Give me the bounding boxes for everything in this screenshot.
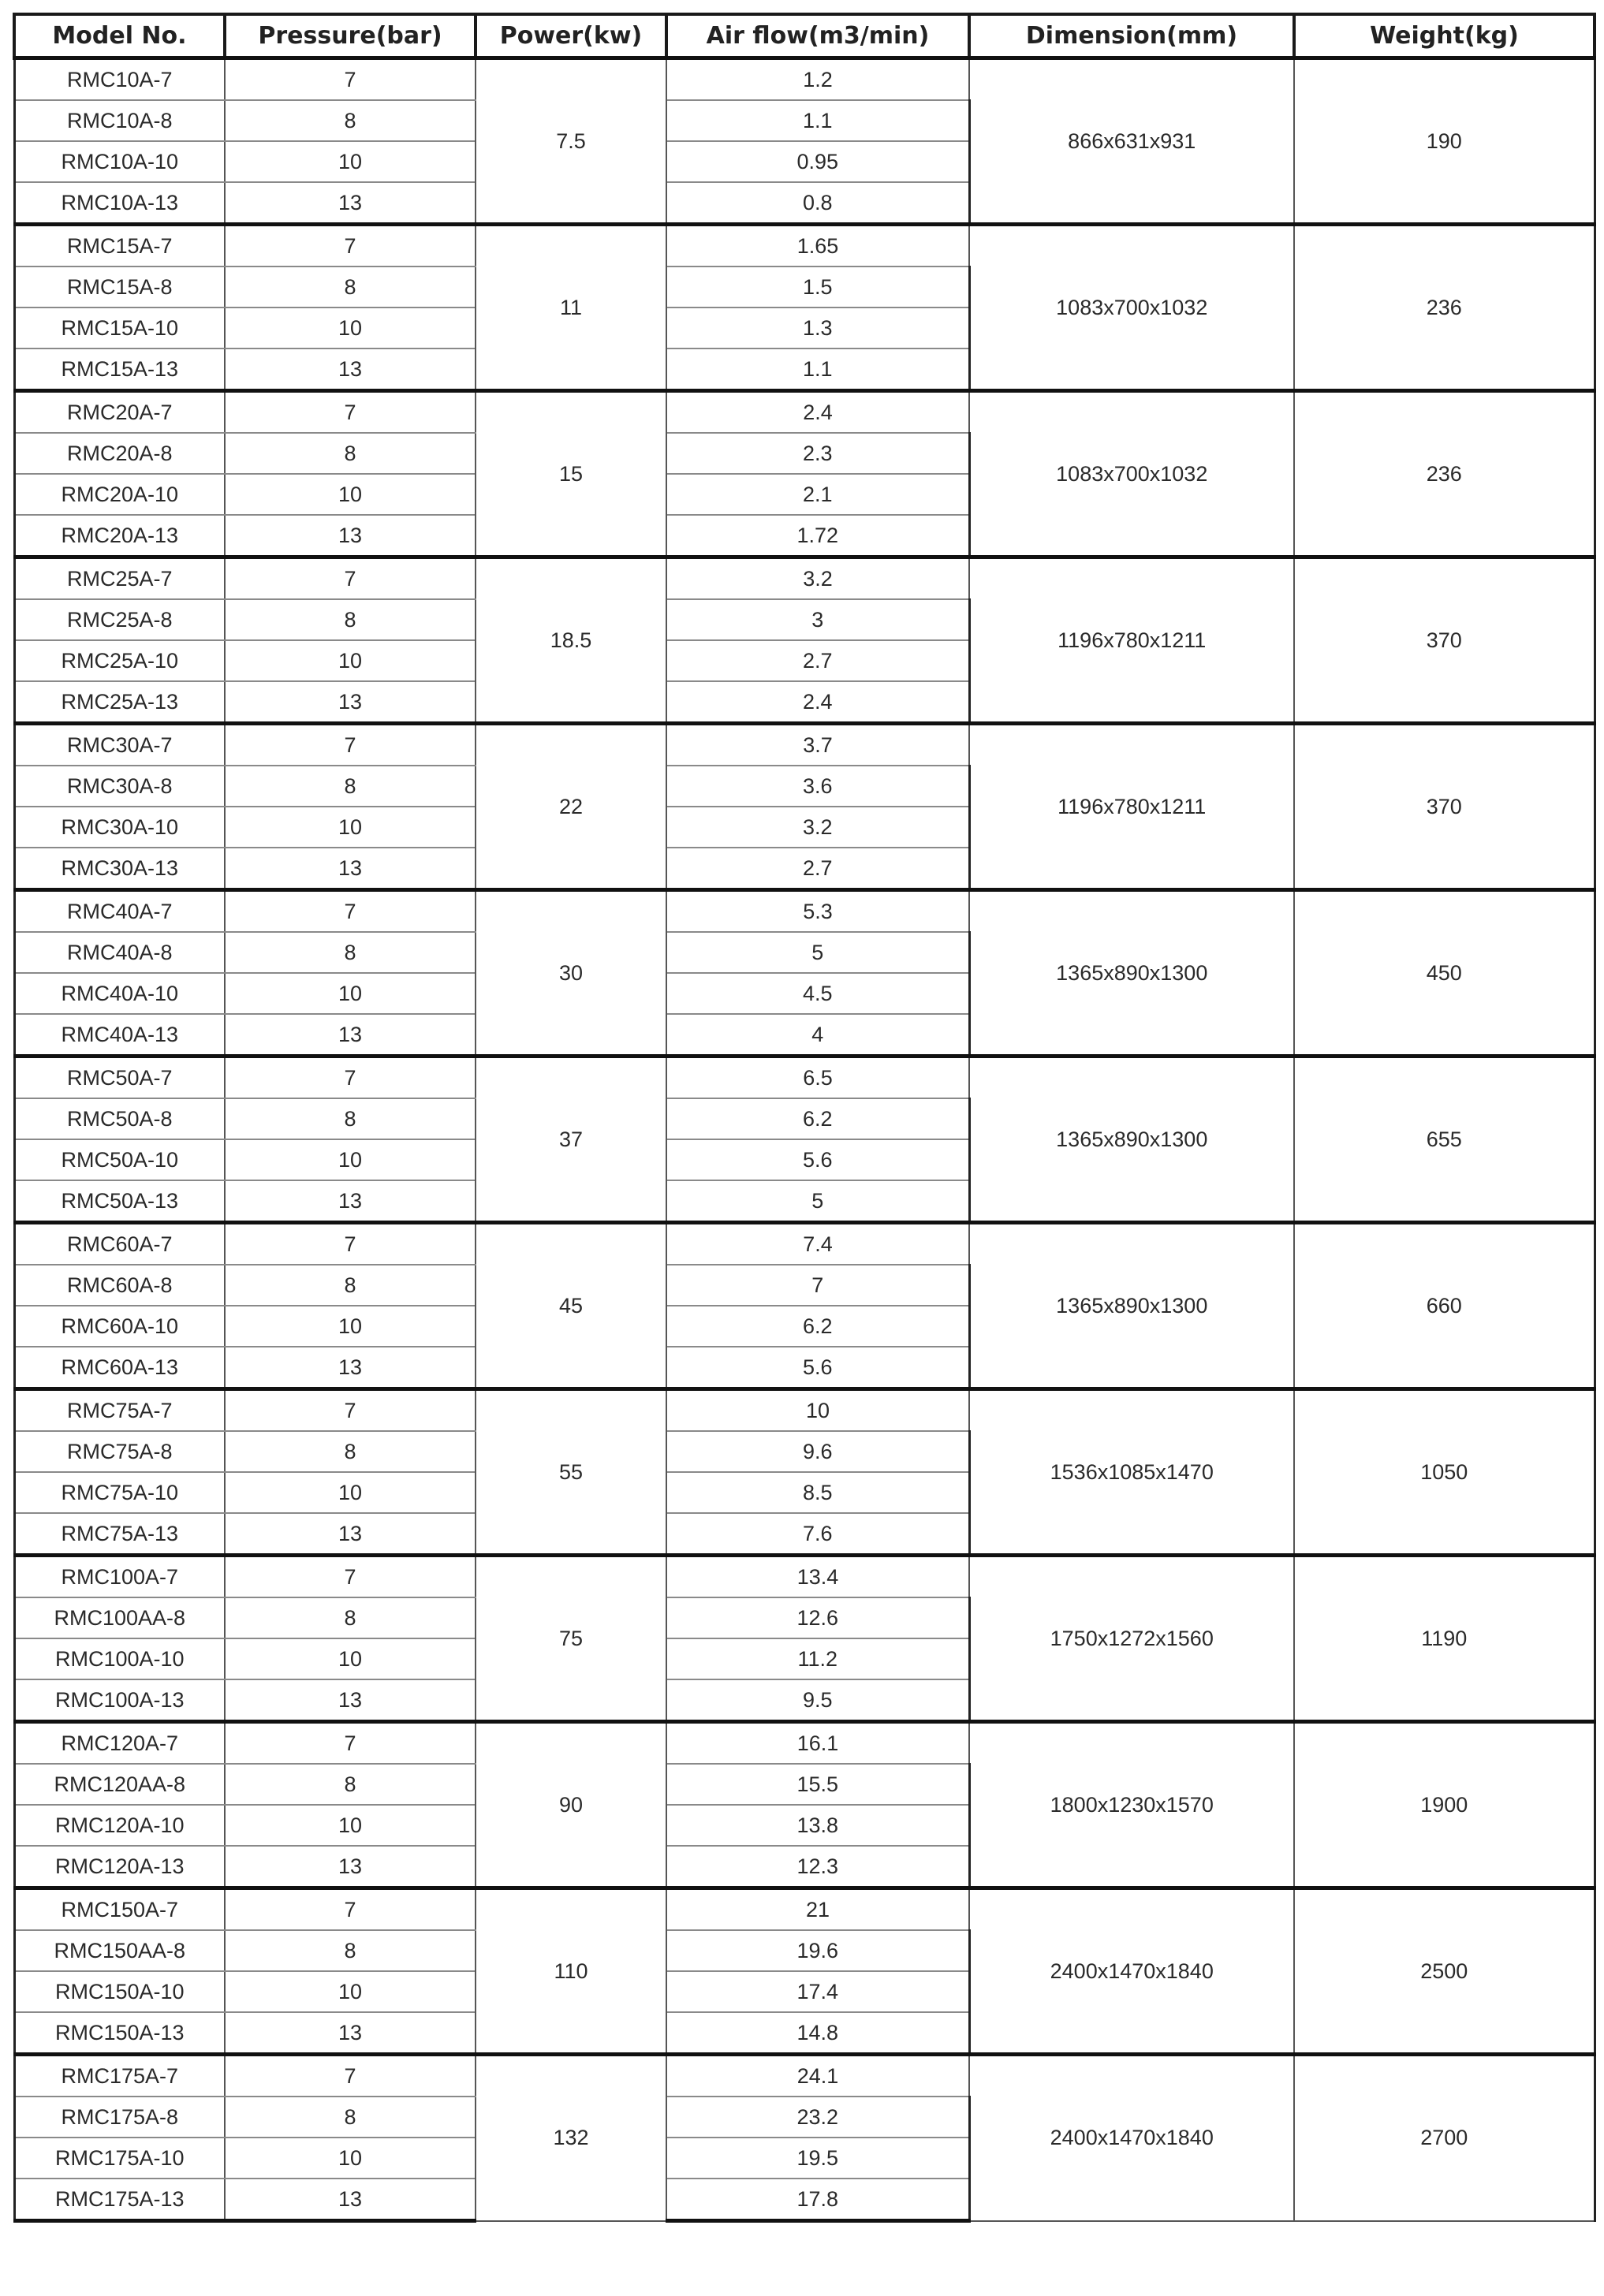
table-row	[14, 391, 1595, 434]
cell-airflow: 2.1	[666, 474, 969, 515]
cell-model: RMC60A-10	[14, 1306, 225, 1347]
cell-model: RMC150A-7	[14, 1888, 225, 1931]
cell-airflow: 6.2	[666, 1098, 969, 1139]
cell-model: RMC40A-13	[14, 1014, 225, 1057]
cell-power: 7.5	[476, 58, 666, 225]
cell-model: RMC25A-8	[14, 599, 225, 640]
cell-model: RMC120AA-8	[14, 1764, 225, 1805]
cell-pressure: 8	[225, 932, 476, 973]
cell-power: 30	[476, 890, 666, 1057]
cell-weight: 1050	[1294, 1389, 1595, 1556]
cell-dimension: 1365x890x1300	[969, 1057, 1294, 1223]
cell-model: RMC60A-8	[14, 1265, 225, 1306]
table-row	[14, 1223, 1595, 1265]
cell-model: RMC40A-10	[14, 973, 225, 1014]
cell-airflow: 19.5	[666, 2138, 969, 2179]
cell-model: RMC30A-10	[14, 807, 225, 848]
cell-airflow: 5	[666, 932, 969, 973]
header-power: Power(kw)	[476, 14, 666, 58]
cell-pressure: 7	[225, 1223, 476, 1265]
cell-pressure: 7	[225, 724, 476, 766]
cell-model: RMC75A-8	[14, 1431, 225, 1472]
table-row	[14, 58, 1595, 101]
table-row	[14, 557, 1595, 600]
cell-airflow: 16.1	[666, 1722, 969, 1765]
cell-airflow: 5.6	[666, 1139, 969, 1180]
cell-airflow: 5.6	[666, 1347, 969, 1389]
cell-airflow: 9.5	[666, 1679, 969, 1722]
cell-pressure: 8	[225, 266, 476, 308]
cell-power: 22	[476, 724, 666, 890]
cell-power: 18.5	[476, 557, 666, 724]
cell-airflow: 17.8	[666, 2179, 969, 2221]
cell-airflow: 4.5	[666, 973, 969, 1014]
cell-pressure: 10	[225, 1139, 476, 1180]
table-row	[14, 1057, 1595, 1099]
cell-model: RMC15A-8	[14, 266, 225, 308]
cell-power: 110	[476, 1888, 666, 2055]
cell-pressure: 13	[225, 681, 476, 724]
cell-pressure: 7	[225, 225, 476, 267]
cell-dimension: 1083x700x1032	[969, 225, 1294, 391]
cell-airflow: 5.3	[666, 890, 969, 933]
cell-model: RMC120A-7	[14, 1722, 225, 1765]
cell-model: RMC30A-13	[14, 848, 225, 890]
cell-model: RMC10A-7	[14, 58, 225, 101]
cell-model: RMC40A-8	[14, 932, 225, 973]
cell-pressure: 10	[225, 1971, 476, 2012]
cell-airflow: 9.6	[666, 1431, 969, 1472]
cell-pressure: 13	[225, 348, 476, 391]
cell-power: 45	[476, 1223, 666, 1389]
cell-model: RMC20A-8	[14, 433, 225, 474]
cell-airflow: 0.95	[666, 141, 969, 182]
cell-airflow: 1.3	[666, 308, 969, 348]
cell-weight: 660	[1294, 1223, 1595, 1389]
cell-dimension: 1196x780x1211	[969, 557, 1294, 724]
cell-model: RMC60A-7	[14, 1223, 225, 1265]
cell-weight: 655	[1294, 1057, 1595, 1223]
cell-airflow: 23.2	[666, 2097, 969, 2138]
cell-dimension: 1083x700x1032	[969, 391, 1294, 557]
cell-model: RMC25A-10	[14, 640, 225, 681]
cell-pressure: 13	[225, 2012, 476, 2055]
cell-pressure: 7	[225, 1057, 476, 1099]
cell-power: 15	[476, 391, 666, 557]
cell-model: RMC30A-7	[14, 724, 225, 766]
cell-airflow: 6.5	[666, 1057, 969, 1099]
cell-airflow: 3.6	[666, 766, 969, 807]
cell-airflow: 10	[666, 1389, 969, 1432]
cell-airflow: 13.8	[666, 1805, 969, 1846]
cell-pressure: 8	[225, 1597, 476, 1638]
cell-airflow: 3	[666, 599, 969, 640]
cell-pressure: 13	[225, 1347, 476, 1389]
cell-weight: 190	[1294, 58, 1595, 225]
cell-model: RMC175A-7	[14, 2055, 225, 2097]
cell-dimension: 2400x1470x1840	[969, 1888, 1294, 2055]
cell-pressure: 8	[225, 1265, 476, 1306]
cell-airflow: 24.1	[666, 2055, 969, 2097]
cell-airflow: 12.6	[666, 1597, 969, 1638]
cell-pressure: 10	[225, 973, 476, 1014]
cell-model: RMC175A-13	[14, 2179, 225, 2221]
cell-airflow: 14.8	[666, 2012, 969, 2055]
header-model: Model No.	[14, 14, 225, 58]
cell-model: RMC100A-7	[14, 1556, 225, 1598]
cell-model: RMC25A-13	[14, 681, 225, 724]
cell-pressure: 13	[225, 1513, 476, 1556]
cell-power: 132	[476, 2055, 666, 2221]
cell-model: RMC50A-7	[14, 1057, 225, 1099]
cell-model: RMC10A-10	[14, 141, 225, 182]
cell-model: RMC10A-13	[14, 182, 225, 225]
cell-airflow: 19.6	[666, 1930, 969, 1971]
cell-pressure: 8	[225, 1930, 476, 1971]
cell-airflow: 8.5	[666, 1472, 969, 1513]
cell-airflow: 0.8	[666, 182, 969, 225]
cell-model: RMC50A-10	[14, 1139, 225, 1180]
cell-model: RMC20A-10	[14, 474, 225, 515]
cell-airflow: 2.7	[666, 640, 969, 681]
cell-pressure: 8	[225, 2097, 476, 2138]
cell-pressure: 7	[225, 1888, 476, 1931]
cell-model: RMC20A-7	[14, 391, 225, 434]
cell-pressure: 8	[225, 1431, 476, 1472]
cell-power: 11	[476, 225, 666, 391]
cell-pressure: 8	[225, 433, 476, 474]
cell-pressure: 10	[225, 308, 476, 348]
cell-model: RMC150AA-8	[14, 1930, 225, 1971]
cell-airflow: 1.65	[666, 225, 969, 267]
cell-model: RMC120A-10	[14, 1805, 225, 1846]
cell-model: RMC100AA-8	[14, 1597, 225, 1638]
cell-power: 37	[476, 1057, 666, 1223]
table-row	[14, 225, 1595, 267]
cell-airflow: 4	[666, 1014, 969, 1057]
cell-airflow: 3.7	[666, 724, 969, 766]
cell-model: RMC75A-13	[14, 1513, 225, 1556]
cell-model: RMC15A-7	[14, 225, 225, 267]
cell-pressure: 7	[225, 2055, 476, 2097]
cell-model: RMC15A-10	[14, 308, 225, 348]
cell-airflow: 17.4	[666, 1971, 969, 2012]
cell-model: RMC25A-7	[14, 557, 225, 600]
cell-pressure: 8	[225, 1764, 476, 1805]
cell-model: RMC10A-8	[14, 100, 225, 141]
cell-dimension: 1536x1085x1470	[969, 1389, 1294, 1556]
cell-model: RMC75A-10	[14, 1472, 225, 1513]
cell-weight: 236	[1294, 391, 1595, 557]
table-body	[14, 58, 1595, 2221]
cell-pressure: 13	[225, 515, 476, 557]
cell-pressure: 13	[225, 2179, 476, 2221]
cell-airflow: 7.6	[666, 1513, 969, 1556]
cell-airflow: 1.72	[666, 515, 969, 557]
cell-dimension: 1365x890x1300	[969, 890, 1294, 1057]
cell-pressure: 10	[225, 2138, 476, 2179]
table-row	[14, 1556, 1595, 1598]
cell-pressure: 7	[225, 1389, 476, 1432]
cell-airflow: 2.4	[666, 391, 969, 434]
cell-dimension: 1196x780x1211	[969, 724, 1294, 890]
cell-airflow: 15.5	[666, 1764, 969, 1805]
cell-model: RMC60A-13	[14, 1347, 225, 1389]
cell-model: RMC150A-10	[14, 1971, 225, 2012]
cell-airflow: 1.5	[666, 266, 969, 308]
cell-power: 55	[476, 1389, 666, 1556]
cell-pressure: 7	[225, 391, 476, 434]
cell-weight: 1190	[1294, 1556, 1595, 1722]
cell-pressure: 7	[225, 1556, 476, 1598]
table-row	[14, 2055, 1595, 2097]
cell-airflow: 2.3	[666, 433, 969, 474]
cell-airflow: 7.4	[666, 1223, 969, 1265]
cell-pressure: 10	[225, 1306, 476, 1347]
cell-dimension: 866x631x931	[969, 58, 1294, 225]
spec-table	[13, 13, 1596, 2223]
cell-pressure: 7	[225, 58, 476, 101]
cell-power: 75	[476, 1556, 666, 1722]
cell-airflow: 3.2	[666, 807, 969, 848]
cell-pressure: 10	[225, 1472, 476, 1513]
cell-weight: 370	[1294, 724, 1595, 890]
cell-pressure: 10	[225, 640, 476, 681]
cell-model: RMC100A-13	[14, 1679, 225, 1722]
cell-model: RMC40A-7	[14, 890, 225, 933]
cell-model: RMC50A-8	[14, 1098, 225, 1139]
cell-dimension: 2400x1470x1840	[969, 2055, 1294, 2221]
cell-power: 90	[476, 1722, 666, 1888]
cell-airflow: 3.2	[666, 557, 969, 600]
cell-model: RMC175A-8	[14, 2097, 225, 2138]
table-row	[14, 1888, 1595, 1931]
cell-model: RMC75A-7	[14, 1389, 225, 1432]
table-row	[14, 1389, 1595, 1432]
cell-pressure: 10	[225, 474, 476, 515]
cell-airflow: 13.4	[666, 1556, 969, 1598]
cell-weight: 236	[1294, 225, 1595, 391]
header-airflow: Air flow(m3/min)	[666, 14, 969, 58]
cell-model: RMC150A-13	[14, 2012, 225, 2055]
cell-model: RMC15A-13	[14, 348, 225, 391]
table-row	[14, 724, 1595, 766]
header-row	[14, 14, 1595, 58]
cell-dimension: 1750x1272x1560	[969, 1556, 1294, 1722]
cell-weight: 2500	[1294, 1888, 1595, 2055]
cell-model: RMC120A-13	[14, 1846, 225, 1888]
table-row	[14, 1722, 1595, 1765]
cell-model: RMC20A-13	[14, 515, 225, 557]
table-header	[14, 14, 1595, 58]
cell-pressure: 13	[225, 848, 476, 890]
cell-pressure: 10	[225, 1805, 476, 1846]
cell-pressure: 8	[225, 766, 476, 807]
cell-airflow: 12.3	[666, 1846, 969, 1888]
cell-pressure: 7	[225, 890, 476, 933]
cell-pressure: 10	[225, 807, 476, 848]
header-weight: Weight(kg)	[1294, 14, 1595, 58]
header-pressure: Pressure(bar)	[225, 14, 476, 58]
cell-weight: 370	[1294, 557, 1595, 724]
cell-dimension: 1365x890x1300	[969, 1223, 1294, 1389]
cell-pressure: 13	[225, 1846, 476, 1888]
cell-pressure: 13	[225, 1014, 476, 1057]
header-dimension: Dimension(mm)	[969, 14, 1294, 58]
cell-model: RMC100A-10	[14, 1638, 225, 1679]
cell-pressure: 13	[225, 182, 476, 225]
cell-model: RMC50A-13	[14, 1180, 225, 1223]
cell-weight: 1900	[1294, 1722, 1595, 1888]
cell-airflow: 2.4	[666, 681, 969, 724]
cell-airflow: 21	[666, 1888, 969, 1931]
cell-pressure: 13	[225, 1679, 476, 1722]
cell-pressure: 8	[225, 1098, 476, 1139]
cell-weight: 2700	[1294, 2055, 1595, 2221]
cell-dimension: 1800x1230x1570	[969, 1722, 1294, 1888]
cell-weight: 450	[1294, 890, 1595, 1057]
table-row	[14, 890, 1595, 933]
cell-airflow: 2.7	[666, 848, 969, 890]
cell-pressure: 7	[225, 557, 476, 600]
cell-pressure: 13	[225, 1180, 476, 1223]
cell-airflow: 7	[666, 1265, 969, 1306]
cell-airflow: 11.2	[666, 1638, 969, 1679]
cell-pressure: 8	[225, 100, 476, 141]
cell-pressure: 10	[225, 1638, 476, 1679]
cell-airflow: 6.2	[666, 1306, 969, 1347]
cell-airflow: 1.1	[666, 348, 969, 391]
cell-pressure: 10	[225, 141, 476, 182]
cell-model: RMC30A-8	[14, 766, 225, 807]
cell-airflow: 5	[666, 1180, 969, 1223]
cell-pressure: 7	[225, 1722, 476, 1765]
cell-model: RMC175A-10	[14, 2138, 225, 2179]
cell-airflow: 1.2	[666, 58, 969, 101]
cell-pressure: 8	[225, 599, 476, 640]
cell-airflow: 1.1	[666, 100, 969, 141]
